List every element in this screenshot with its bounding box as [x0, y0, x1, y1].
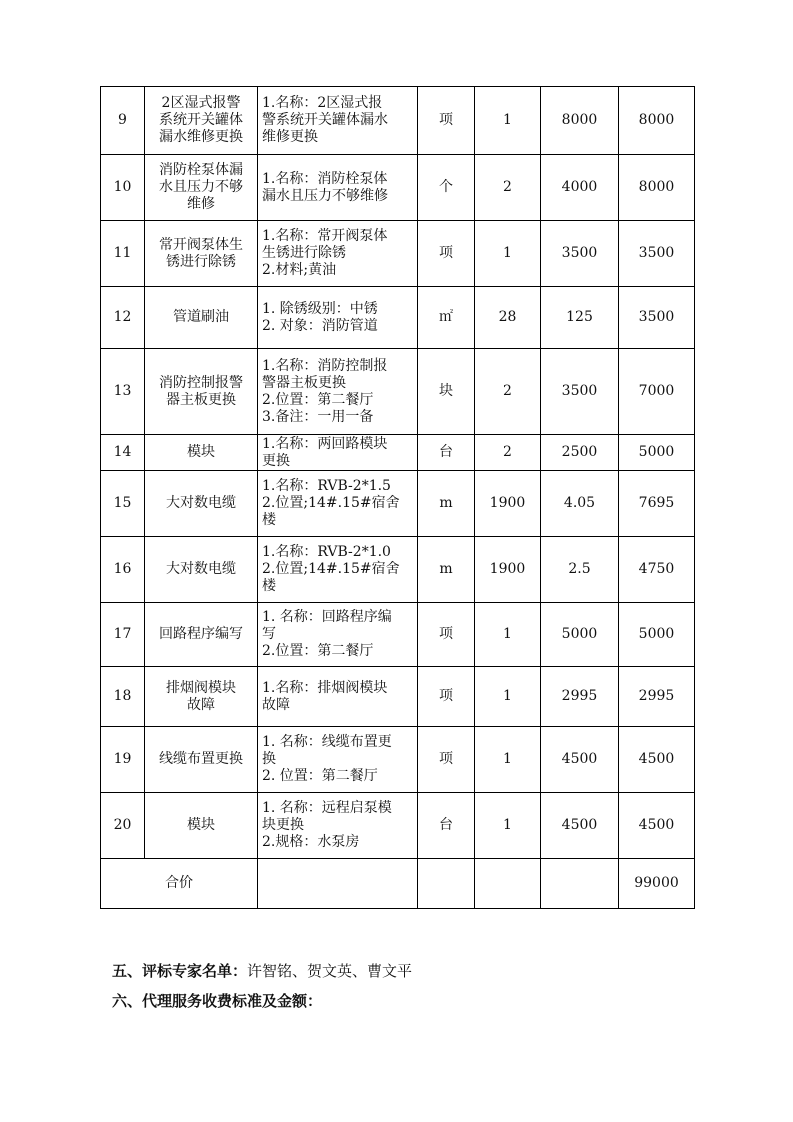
item-total: 7695 — [619, 471, 695, 537]
total-empty-qty — [475, 859, 541, 909]
item-description-line: 2.位置;14#.15#宿舍 — [262, 561, 400, 577]
item-description-line: 2.位置;14#.15#宿舍 — [262, 495, 400, 511]
section-6 — [112, 986, 412, 1016]
item-total: 8000 — [619, 87, 695, 155]
item-total: 8000 — [619, 155, 695, 221]
table-row — [101, 155, 695, 221]
item-quantity: 1 — [475, 221, 541, 287]
item-unit: 台 — [418, 435, 475, 471]
item-unit: 台 — [418, 793, 475, 859]
item-total: 2995 — [619, 667, 695, 727]
item-description-line: 1.名称：常开阀泵体 — [262, 228, 388, 244]
item-unit-price: 4500 — [541, 793, 619, 859]
item-name-line: 维修 — [187, 196, 215, 212]
row-number: 14 — [101, 435, 145, 471]
item-description — [258, 471, 418, 537]
item-name-line: 消防栓泵体漏 — [159, 162, 243, 178]
item-name — [145, 221, 258, 287]
item-unit-price: 4000 — [541, 155, 619, 221]
item-name — [145, 435, 258, 471]
row-number: 10 — [101, 155, 145, 221]
item-name-line: 排烟阀模块 — [166, 679, 236, 696]
item-name-line: 故障 — [187, 696, 215, 713]
item-description-line: 楼 — [262, 512, 276, 528]
row-number: 9 — [101, 87, 145, 155]
item-description-line: 警器主板更换 — [262, 374, 346, 391]
item-description-line: 1. 除锈级别：中锈 — [262, 300, 378, 317]
item-unit-price: 4500 — [541, 727, 619, 793]
item-unit-price: 8000 — [541, 87, 619, 155]
row-number: 13 — [101, 349, 145, 435]
item-description-line: 维修更换 — [262, 129, 318, 145]
item-total: 3500 — [619, 287, 695, 349]
item-description — [258, 155, 418, 221]
table-row — [101, 793, 695, 859]
item-description-line: 1.名称：RVB-2*1.5 — [262, 478, 391, 494]
item-description — [258, 537, 418, 603]
sections — [112, 956, 412, 1016]
item-description-line: 楼 — [262, 578, 276, 594]
item-name — [145, 155, 258, 221]
item-description-line: 3.备注：一用一备 — [262, 408, 374, 425]
item-unit: m — [418, 471, 475, 537]
item-name-line: 消防控制报警 — [159, 374, 243, 391]
row-number: 20 — [101, 793, 145, 859]
item-total: 4500 — [619, 793, 695, 859]
table-row — [101, 221, 695, 287]
item-name-line: 系统开关罐体 — [159, 112, 243, 128]
item-unit: m — [418, 537, 475, 603]
table-row — [101, 603, 695, 667]
item-unit-price: 4.05 — [541, 471, 619, 537]
table-row — [101, 537, 695, 603]
item-name-line: 模块 — [187, 444, 215, 460]
item-description-line: 换 — [262, 751, 276, 767]
item-description — [258, 435, 418, 471]
item-unit: 块 — [418, 349, 475, 435]
item-unit: 项 — [418, 727, 475, 793]
item-description-line: 生锈进行除锈 — [262, 245, 346, 261]
item-description-line: 故障 — [262, 696, 290, 713]
item-description-line: 2. 位置：第二餐厅 — [262, 768, 378, 784]
item-total: 5000 — [619, 603, 695, 667]
row-number: 16 — [101, 537, 145, 603]
item-name-line: 漏水维修更换 — [159, 129, 243, 145]
item-description-line: 1.名称：RVB-2*1.0 — [262, 544, 391, 560]
row-number: 18 — [101, 667, 145, 727]
item-quantity: 1 — [475, 667, 541, 727]
item-total: 5000 — [619, 435, 695, 471]
section-5 — [112, 956, 412, 986]
total-empty-unit — [418, 859, 475, 909]
item-quantity: 28 — [475, 287, 541, 349]
item-description-line: 2. 对象：消防管道 — [262, 317, 378, 334]
item-description-line: 2.材料;黄油 — [262, 262, 337, 278]
section-6-title: 六、代理服务收费标准及金额： — [112, 992, 323, 1010]
item-description-line: 警系统开关罐体漏水 — [262, 112, 388, 128]
item-description — [258, 87, 418, 155]
item-name — [145, 727, 258, 793]
item-name — [145, 287, 258, 349]
table-row — [101, 287, 695, 349]
item-name-line: 锈进行除锈 — [166, 253, 236, 270]
item-quantity: 1 — [475, 603, 541, 667]
item-description-line: 1.名称：两回路模块 — [262, 435, 388, 452]
item-description — [258, 221, 418, 287]
item-name-line: 大对数电缆 — [166, 495, 236, 511]
item-description-line: 1.名称：消防控制报 — [262, 357, 388, 374]
item-quantity: 2 — [475, 155, 541, 221]
total-label: 合价 — [101, 859, 258, 909]
item-description-line: 2.位置：第二餐厅 — [262, 643, 374, 659]
table-row — [101, 349, 695, 435]
row-number: 17 — [101, 603, 145, 667]
item-description-line: 1.名称：2区湿式报 — [262, 95, 383, 111]
row-number: 12 — [101, 287, 145, 349]
bill-table — [100, 86, 695, 909]
item-unit-price: 5000 — [541, 603, 619, 667]
item-name-line: 大对数电缆 — [166, 561, 236, 577]
item-unit-price: 2995 — [541, 667, 619, 727]
item-name — [145, 471, 258, 537]
item-name — [145, 793, 258, 859]
item-unit: 项 — [418, 87, 475, 155]
table-row — [101, 435, 695, 471]
row-number: 19 — [101, 727, 145, 793]
item-name-line: 器主板更换 — [166, 391, 236, 408]
item-quantity: 1 — [475, 727, 541, 793]
total-empty-price — [541, 859, 619, 909]
item-unit-price: 125 — [541, 287, 619, 349]
item-quantity: 1900 — [475, 537, 541, 603]
item-description — [258, 667, 418, 727]
bill-table-body — [101, 87, 695, 859]
item-name-line: 水且压力不够 — [159, 179, 243, 195]
item-description — [258, 727, 418, 793]
item-description — [258, 349, 418, 435]
item-quantity: 1900 — [475, 471, 541, 537]
item-quantity: 2 — [475, 349, 541, 435]
item-name-line: 常开阀泵体生 — [159, 236, 243, 253]
total-empty-desc — [258, 859, 418, 909]
table-row — [101, 471, 695, 537]
item-unit: 项 — [418, 221, 475, 287]
item-description-line: 块更换 — [262, 817, 304, 833]
item-unit: 项 — [418, 603, 475, 667]
table-row — [101, 87, 695, 155]
item-name — [145, 349, 258, 435]
table-row — [101, 667, 695, 727]
item-description-line: 2.位置：第二餐厅 — [262, 391, 374, 408]
item-description-line: 1. 名称：远程启泵模 — [262, 800, 392, 816]
item-description-line: 1.名称：消防栓泵体 — [262, 170, 388, 187]
item-description-line: 1.名称：排烟阀模块 — [262, 679, 388, 696]
item-quantity: 1 — [475, 87, 541, 155]
item-quantity: 1 — [475, 793, 541, 859]
item-unit-price: 2.5 — [541, 537, 619, 603]
item-name-line: 回路程序编写 — [159, 626, 243, 642]
item-unit: 个 — [418, 155, 475, 221]
item-name — [145, 603, 258, 667]
table-row — [101, 727, 695, 793]
item-description-line: 1. 名称：回路程序编 — [262, 609, 392, 625]
item-description-line: 1. 名称：线缆布置更 — [262, 734, 392, 750]
section-5-value: 许智铭、贺文英、曹文平 — [247, 962, 413, 980]
item-description — [258, 793, 418, 859]
item-unit-price: 3500 — [541, 221, 619, 287]
item-description — [258, 287, 418, 349]
row-number: 15 — [101, 471, 145, 537]
item-total: 7000 — [619, 349, 695, 435]
item-total: 4750 — [619, 537, 695, 603]
item-description-line: 写 — [262, 626, 276, 642]
item-unit-price: 3500 — [541, 349, 619, 435]
item-description-line: 2.规格：水泵房 — [262, 834, 360, 850]
item-name-line: 模块 — [187, 817, 215, 833]
item-unit: 项 — [418, 667, 475, 727]
item-name-line: 管道刷油 — [173, 309, 229, 325]
item-description-line: 更换 — [262, 452, 290, 469]
item-name — [145, 667, 258, 727]
item-unit-price: 2500 — [541, 435, 619, 471]
item-total: 4500 — [619, 727, 695, 793]
total-amount: 99000 — [619, 859, 695, 909]
total-row — [101, 859, 695, 909]
item-description-line: 漏水且压力不够维修 — [262, 187, 388, 204]
item-name — [145, 537, 258, 603]
item-name-line: 2区湿式报警 — [161, 95, 241, 111]
item-unit: ㎡ — [418, 287, 475, 349]
item-quantity: 2 — [475, 435, 541, 471]
item-total: 3500 — [619, 221, 695, 287]
item-name-line: 线缆布置更换 — [159, 751, 243, 767]
section-5-title: 五、评标专家名单： — [112, 962, 248, 980]
item-description — [258, 603, 418, 667]
item-name — [145, 87, 258, 155]
row-number: 11 — [101, 221, 145, 287]
